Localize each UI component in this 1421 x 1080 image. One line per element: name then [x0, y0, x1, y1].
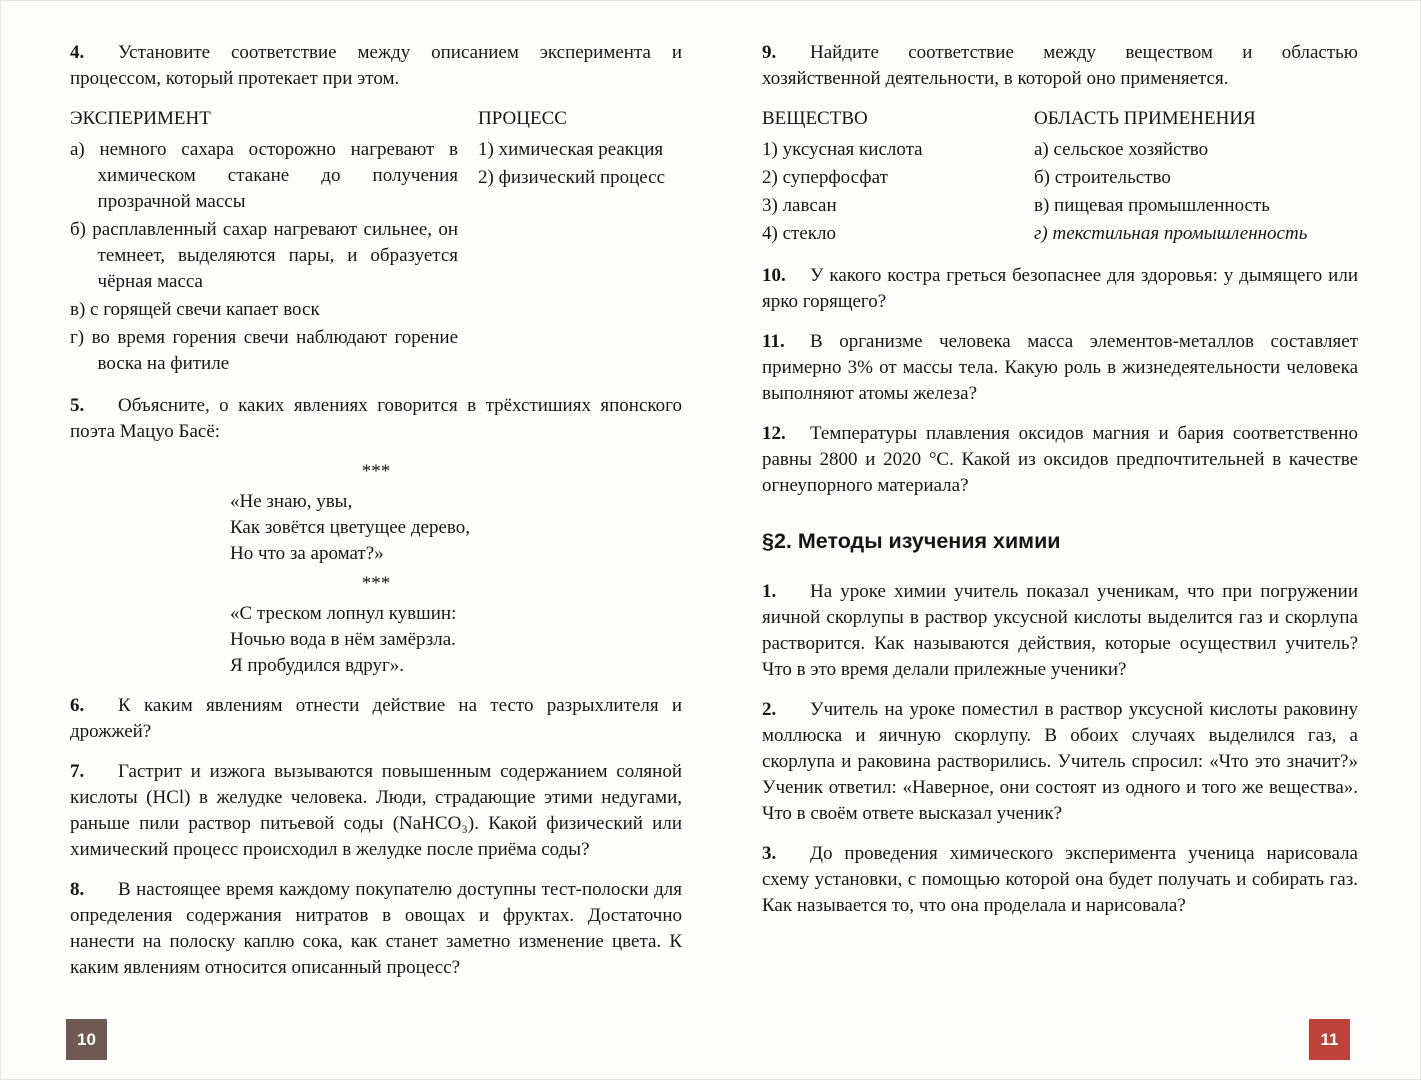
question-1-text: На уроке химии учитель показал ученикам, что при погружении яичной скорлупы в раствор уксусной кислоты выделится газ и скорлупа растворится. Как называются действия, которые осуществил учитель? Что в это время делали прилежные ученики?: [762, 580, 1358, 680]
question-4: [70, 40, 682, 92]
right-page-column: [762, 40, 1358, 933]
haiku-stanza-1: [230, 489, 682, 567]
match-header-experiment: ЭКСПЕРИМЕНТ: [70, 108, 211, 130]
match-header-application: ОБЛАСТЬ ПРИМЕНЕНИЯ: [1034, 108, 1256, 130]
stanza-separator: ***: [361, 461, 391, 483]
haiku-line: Но что за аромат?»: [230, 543, 384, 565]
match-item-g: г) во время горения свечи наблюдают горение воска на фитиле: [70, 327, 458, 375]
haiku-line: Я пробудился вдруг».: [230, 655, 405, 677]
section-heading-methods-of-chemistry: §2. Методы изучения химии: [762, 529, 1061, 554]
match-header-process: ПРОЦЕСС: [478, 108, 567, 130]
question-9-text: Найдите соответствие между веществом и областью хозяйственной деятельности, в которой оно применяется.: [762, 42, 1358, 90]
haiku-line: «Не знаю, увы,: [230, 491, 353, 513]
match-column-process: [478, 106, 682, 379]
match-item-3: 3) лавсан: [762, 195, 837, 217]
page-number-badge-left: [66, 1019, 107, 1060]
question-10-text: У какого костра греться безопаснее для здоровья: у дымящего или ярко горящего?: [762, 265, 1358, 313]
match-header-substance: ВЕЩЕСТВО: [762, 108, 868, 130]
question-11-number: 11.: [762, 331, 785, 353]
question-6-number: 6.: [70, 695, 85, 717]
question-5-number: 5.: [70, 395, 85, 417]
question-6-text: К каким явлениям отнести действие на тесто разрыхлителя и дрожжей?: [70, 695, 682, 743]
question-3-text: До проведения химического эксперимента ученица нарисовала схему установки, с помощью которой она будет получать и собирать газ. Как называется то, что она проделала и нарисовала?: [762, 842, 1358, 916]
question-10: [762, 263, 1358, 315]
question-2-text: Учитель на уроке поместил в раствор уксусной кислоты раковину моллюска и яичную скорлупу. В обоих случаях выделился газ, а скорлупа и раковина растворились. Учитель спросил: «Что это значит?» Ученик ответил: «Наверное, они состоят из одного и того же вещества». Что в своём ответе высказал ученик?: [762, 698, 1358, 824]
match-item-v: в) пищевая промышленность: [1034, 195, 1270, 217]
question-2: [762, 697, 1358, 827]
match-column-experiment: [70, 106, 458, 379]
match-item-a: а) сельское хозяйство: [1034, 139, 1209, 161]
question-1-number: 1.: [762, 580, 777, 602]
question-8: [70, 877, 682, 981]
stanza-separator: ***: [361, 573, 391, 595]
haiku-stanza-2: [230, 601, 682, 679]
question-9: [762, 40, 1358, 92]
haiku-block: [70, 459, 682, 679]
question-7-text: Гастрит и изжога вызываются повышенным содержанием соляной кислоты (HCl) в желудке человека. Люди, страдающие этими недугами, раньше пили раствор питьевой соды (NaHCO₃). Какой физический или химический процесс происходил в желудке после приёма соды?: [70, 761, 682, 861]
match-table-substance-application: [762, 106, 1358, 249]
left-page-column: [70, 40, 682, 996]
match-item-4: 4) стекло: [762, 223, 836, 245]
question-3: [762, 841, 1358, 919]
question-12-text: Температуры плавления оксидов магния и бария соответственно равны 2800 и 2020 °С. Какой из оксидов предпочтительней в качестве огнеупорного материала?: [762, 423, 1358, 497]
haiku-line: «С треском лопнул кувшин:: [230, 603, 457, 625]
haiku-line: Как зовётся цветущее дерево,: [230, 517, 470, 539]
page-number-left: 10: [77, 1029, 96, 1049]
match-item-g: г) текстильная промышленность: [1034, 223, 1308, 245]
question-8-number: 8.: [70, 879, 85, 901]
question-2-number: 2.: [762, 698, 777, 720]
match-table-experiment-process: [70, 106, 682, 379]
match-item-1: 1) уксусная кислота: [762, 139, 923, 161]
match-item-v: в) с горящей свечи капает воск: [70, 299, 320, 321]
match-item-b: б) расплавленный сахар нагревают сильнее, он темнеет, выделяются пары, и образуется чёрная масса: [70, 219, 458, 293]
page-number-badge-right: [1309, 1019, 1350, 1060]
match-item-b: б) строительство: [1034, 167, 1171, 189]
page-number-right: 11: [1320, 1029, 1339, 1049]
match-column-application: [1034, 106, 1358, 249]
question-7-number: 7.: [70, 761, 85, 783]
question-7: [70, 759, 682, 863]
match-item-a: а) немного сахара осторожно нагревают в химическом стакане до получения прозрачной массы: [70, 139, 458, 213]
question-11-text: В организме человека масса элементов-металлов составляет примерно 3% от массы тела. Какую роль в жизнедеятельности человека выполняют атомы железа?: [762, 331, 1358, 405]
question-6: [70, 693, 682, 745]
question-4-number: 4.: [70, 42, 85, 63]
question-9-number: 9.: [762, 42, 777, 63]
question-12-number: 12.: [762, 423, 786, 445]
question-10-number: 10.: [762, 265, 786, 287]
question-1: [762, 579, 1358, 683]
haiku-line: Ночью вода в нём замёрзла.: [230, 629, 456, 651]
question-5: [70, 393, 682, 445]
match-item-2: 2) суперфосфат: [762, 167, 888, 189]
question-11: [762, 329, 1358, 407]
question-4-text: Установите соответствие между описанием эксперимента и процессом, который протекает при этом.: [70, 42, 682, 90]
match-item-1: 1) химическая реакция: [478, 139, 664, 161]
match-column-substance: [762, 106, 1014, 249]
question-5-text: Объясните, о каких явлениях говорится в трёхстишиях японского поэта Мацуо Басё:: [70, 395, 682, 443]
question-8-text: В настоящее время каждому покупателю доступны тест-полоски для определения содержания нитратов в овощах и фруктах. Достаточно нанести на полоску каплю сока, как станет заметно изменение цвета. К каким явлениям относится описанный процесс?: [70, 879, 682, 979]
question-12: [762, 421, 1358, 499]
match-item-2: 2) физический процесс: [478, 167, 666, 189]
question-3-number: 3.: [762, 842, 777, 864]
